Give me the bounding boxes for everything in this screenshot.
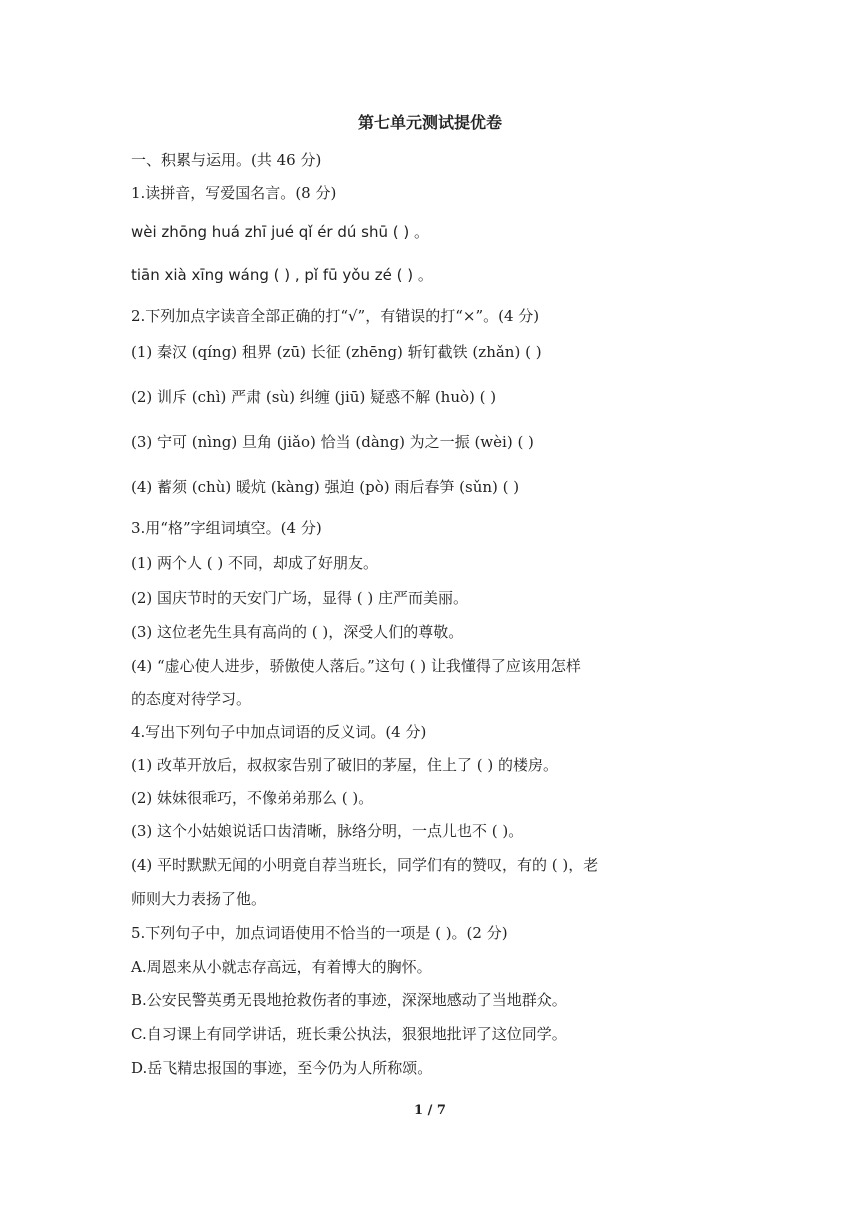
question-1-line-1: wèi zhōng huá zhī jué qǐ ér dú shū ( ) 。 (131, 223, 430, 241)
question-5-option: B.公安民警英勇无畏地抢救伤者的事迹，深深地感动了当地群众。 (131, 991, 567, 1009)
question-3-item: (1) 两个人 ( ) 不同，却成了好朋友。 (131, 554, 379, 572)
question-5-option: D.岳飞精忠报国的事迹，至今仍为人所称颂。 (131, 1059, 433, 1077)
question-2-item: (1) 秦汉 (qíng) 租界 (zū) 长征 (zhēng) 斩钉截铁 (zhǎn) ( ) (131, 343, 542, 361)
question-2-item: (3) 宁可 (nìng) 旦角 (jiǎo) 恰当 (dàng) 为之一振 (wèi) ( ) (131, 433, 534, 451)
question-4-prompt: 4.写出下列句子中加点词语的反义词。(4 分) (131, 723, 427, 741)
page-number: 1 / 7 (414, 1103, 446, 1118)
question-2-item: (2) 训斥 (chì) 严肃 (sù) 纠缠 (jiū) 疑惑不解 (huò) ( ) (131, 388, 497, 406)
question-5-option: A.周恩来从小就志存高远，有着博大的胸怀。 (131, 958, 432, 976)
question-4-item: (3) 这个小姑娘说话口齿清晰，脉络分明，一点儿也不 ( )。 (131, 822, 524, 840)
question-3-item: 的态度对待学习。 (131, 690, 252, 708)
question-3-item: (2) 国庆节时的天安门广场，显得 ( ) 庄严而美丽。 (131, 589, 469, 607)
question-3-item: (4) “虚心使人进步，骄傲使人落后。”这句 ( ) 让我懂得了应该用怎样 (131, 657, 581, 675)
question-1-line-2: tiān xià xīng wáng ( ) , pǐ fū yǒu zé ( ) 。 (131, 266, 433, 284)
question-1-prompt: 1.读拼音，写爱国名言。(8 分) (131, 184, 337, 202)
question-2-item: (4) 蓄须 (chù) 暖炕 (kàng) 强迫 (pò) 雨后春笋 (sǔn) ( ) (131, 478, 520, 496)
page-title: 第七单元测试提优卷 (357, 113, 502, 132)
question-4-item: (1) 改革开放后，叔叔家告别了破旧的茅屋，住上了 ( ) 的楼房。 (131, 756, 559, 774)
question-4-item: 师则大力表扬了他。 (131, 890, 267, 908)
question-4-item: (2) 妹妹很乖巧，不像弟弟那么 ( )。 (131, 789, 374, 807)
question-3-item: (3) 这位老先生具有高尚的 ( )，深受人们的尊敬。 (131, 623, 464, 641)
question-3-prompt: 3.用“格”字组词填空。(4 分) (131, 519, 322, 537)
question-5-prompt: 5.下列句子中，加点词语使用不恰当的一项是 ( )。(2 分) (131, 924, 508, 942)
question-2-prompt: 2.下列加点字读音全部正确的打“√”，有错误的打“×”。(4 分) (131, 307, 540, 325)
question-4-item: (4) 平时默默无闻的小明竟自荐当班长，同学们有的赞叹，有的 ( )，老 (131, 856, 599, 874)
section-heading: 一、积累与运用。(共 46 分) (131, 151, 322, 169)
question-5-option: C.自习课上有同学讲话，班长秉公执法，狠狠地批评了这位同学。 (131, 1025, 567, 1043)
